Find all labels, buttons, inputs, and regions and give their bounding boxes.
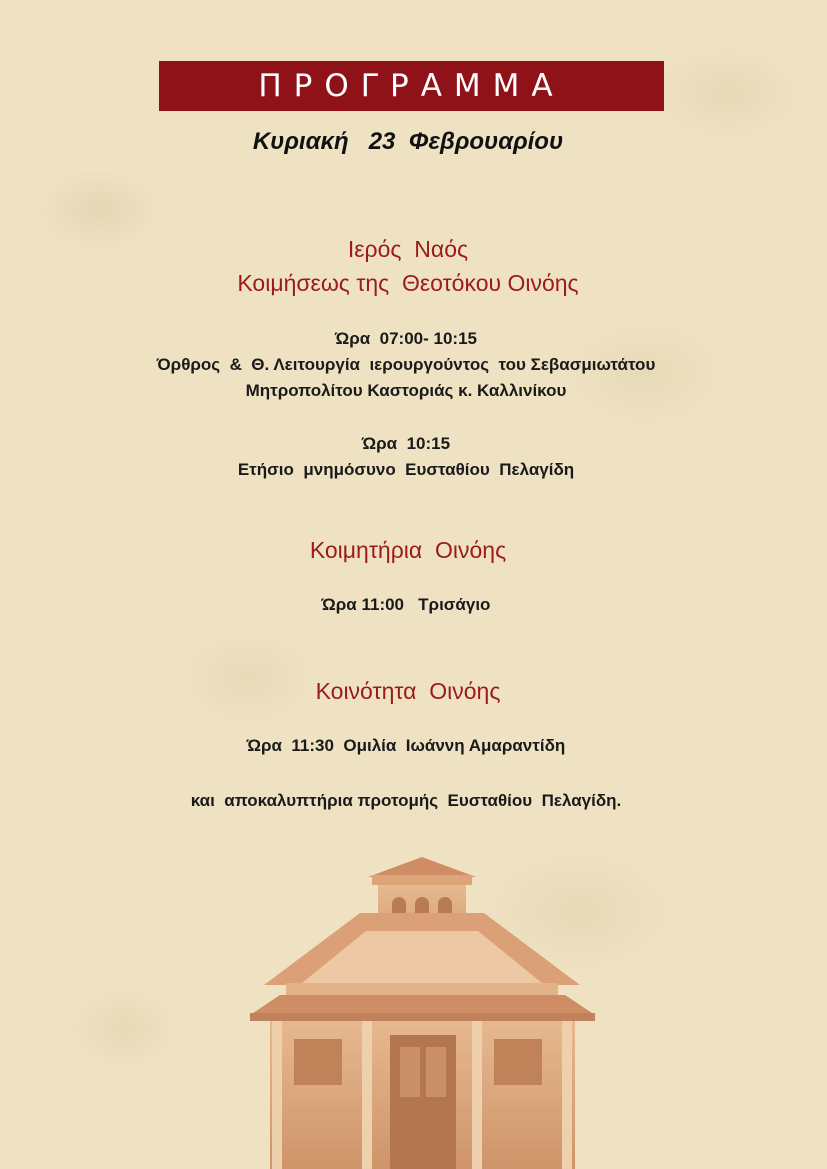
section-heading-cemetery: Κοιμητήρια Οινόης [309, 537, 507, 563]
schedule-description: Μητροπολίτου Καστοριάς κ. Καλλινίκου [245, 381, 567, 400]
page-title: ΠΡΟΓΡΑΜΜΑ [258, 68, 565, 104]
section-heading-church-name: Κοιμήσεως της Θεοτόκου Οινόης [237, 270, 579, 296]
section-heading-community: Κοινότητα Οινόης [315, 678, 501, 704]
event-date: Κυριακή 23 Φεβρουαρίου [252, 128, 564, 155]
schedule-line: Ώρα 11:30 Ομιλία Ιωάννη Αμαραντίδη [246, 736, 566, 755]
section-heading-church: Ιερός Ναός [347, 236, 469, 262]
schedule-time: Ώρα 07:00- 10:15 [334, 329, 477, 348]
schedule-line: Ώρα 11:00 Τρισάγιο [321, 595, 491, 614]
schedule-time: Ώρα 10:15 [361, 434, 451, 453]
schedule-description: Ετήσιο μνημόσυνο Ευσταθίου Πελαγίδη [237, 460, 575, 479]
church-icon [250, 855, 595, 1169]
schedule-description: Όρθρος & Θ. Λειτουργία ιερουργούντος του Σεβασμιωτάτου [156, 355, 656, 374]
schedule-line: και αποκαλυπτήρια προτομής Ευσταθίου Πελαγίδη. [190, 791, 622, 810]
title-banner [159, 61, 664, 111]
